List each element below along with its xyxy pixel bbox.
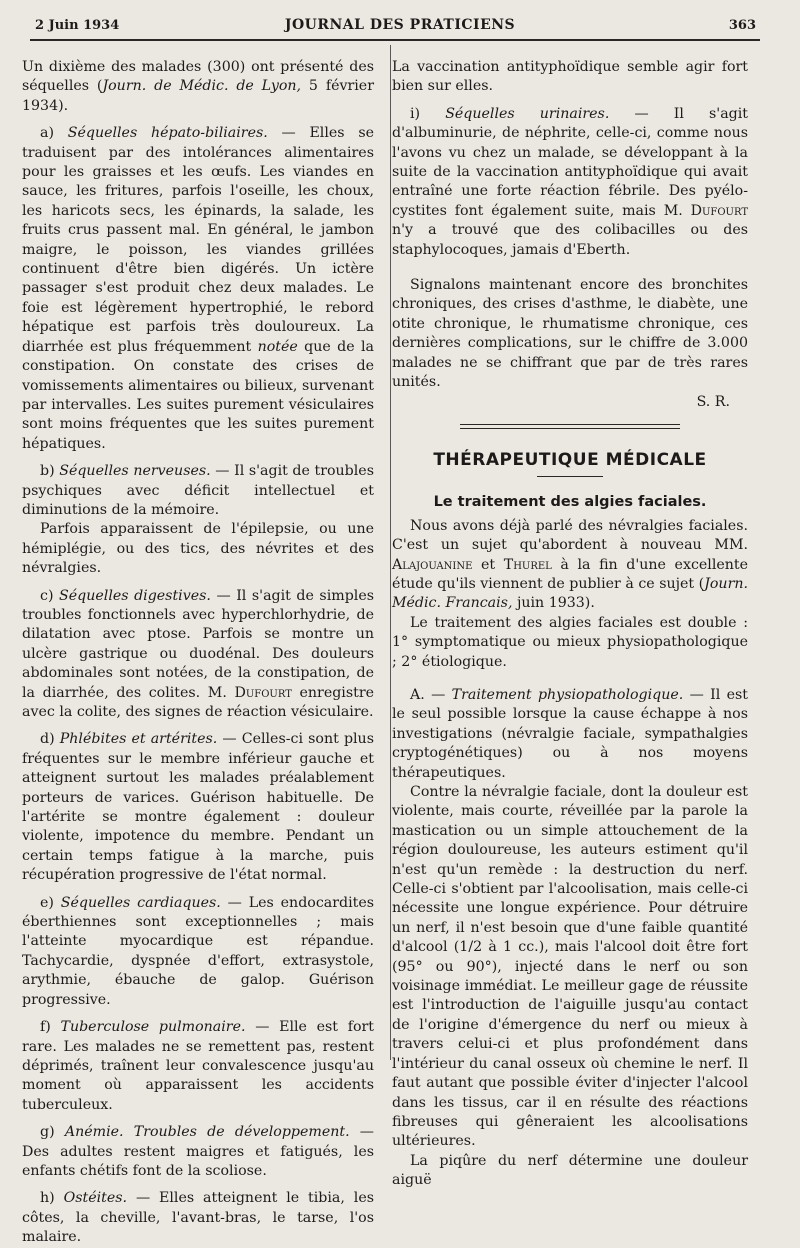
author-name: Alajouanine bbox=[392, 556, 473, 573]
sequelae-e-title: Séquelles cardiaques. bbox=[60, 894, 221, 911]
author-name: Dufourt bbox=[234, 684, 292, 701]
neuralgia-paragraph: Contre la névralgie faciale, dont la douleur est violente, mais courte, réveillée par la parole la mastication ou un simple attouchement de la région douloureuse, les auteurs estiment qu'il n'est qu'un remède : la destruction du nerf. Celle-ci s'obtient par l'alcoolisation, mais celle-ci nécessite une longue expérience. Pour détruire un nerf, il n'est besoin que d'une faible quantité d'alcool (1/2 à 1 cc.), mais l'alcool doit être fort (95° ou 90°), injecté dans le nerf ou son voisinage immédiat. Le meilleur gage de réussite est l'introduction de l'aiguille jusqu'au contact de l'origine d'émergence du nerf ou mieux à travers celui-ci et plus profondément dans l'intérieur du canal osseux où chemine le nerf. Il faut autant que possible éviter d'injecter l'alcool dans les tissus, car il en résulte des réactions fibreuses qui gêneraient les alcoolisations ultérieures. bbox=[392, 784, 748, 1150]
sequelae-i-title: Séquelles urinaires. bbox=[445, 105, 610, 122]
section-title: THÉRAPEUTIQUE MÉDICALE bbox=[433, 449, 707, 470]
sequelae-b: b) Séquelles nerveuses. — Il s'agit de troubles psychiques avec déficit intellectuel et diminutions de la mémoire. bbox=[22, 463, 374, 518]
treatment-a: A. — Traitement physiopathologique. — Il est le seul possible lorsque la cause échappe à nos investigations (névralgie faciale, sympathalgies cryptogénétiques) ou à nos moyens thérapeutiques. bbox=[392, 686, 749, 781]
citation: Journ. Médic. Francais, bbox=[392, 575, 748, 612]
author-name: Dufourt bbox=[690, 202, 748, 219]
left-column bbox=[22, 58, 374, 1248]
sequelae-b-continued: Parfois apparaissent de l'épilepsie, ou une hémiplégie, ou des tics, des névrites et des névralgies. bbox=[22, 521, 374, 577]
sequelae-f-title: Tuberculose pulmonaire. bbox=[60, 1019, 246, 1036]
author-name: Thurel bbox=[503, 556, 552, 573]
sequelae-c-title: Séquelles digestives. bbox=[59, 587, 211, 604]
sequelae-h-title: Ostéites. bbox=[63, 1190, 128, 1207]
sequelae-a: a) Séquelles hépato-biliaires. — Elles se traduisent par des intolérances alimentaires pour les graisses et les œufs. Les viandes en sauce, les fritures, parfois l'oseille, les choux, les haricots secs, les épinards, la salade, les fruits crus passent mal. En général, le jambon maigre, le poisson, les viandes grillées continuent d'être bien digérés. Un ictère passager s'est produit chez deux malades. Le foie est légèrement hypertrophié, le rebord hépatique est parfois très douloureux. La diarrhée est plus fréquemment notée que de la constipation. On constate des crises de vomissements alimentaires ou bilieux, survenant par intervalles. Les suites purement vésiculaires sont moins fréquentes que les suites purement hépatiques. bbox=[22, 125, 374, 452]
sequelae-c: c) Séquelles digestives. — Il s'agit de simples troubles fonctionnels avec hyperchlorhydrie, de dilatation avec ptose. Parfois se montre un ulcère gastrique ou duodénal. Des douleurs abdominales sont notées, de la constipation, de la diarrhée, des colites. M. Dufourt enregistre avec la colite, des signes de réaction vésiculaire. bbox=[22, 587, 375, 720]
sequelae-e: e) Séquelles cardiaques. — Les endocardites éberthiennes sont exceptionnelles ; mais l'atteinte myocardique est répandue. Tachycardie, dyspnée d'effort, extrasystole, arythmie, ébauche de galop. Guérison progressive. bbox=[22, 894, 374, 1008]
vaccination-paragraph: La vaccination antityphoïdique semble agir fort bien sur elles. bbox=[392, 59, 748, 95]
article-title: Le traitement des algies faciales. bbox=[433, 494, 707, 511]
treatment-overview: Le traitement des algies faciales est double : 1° symptomatique ou mieux physiopathologique ; 2° étiologique. bbox=[392, 614, 748, 670]
sequelae-h: h) Ostéites. — Elles atteignent le tibia, les côtes, la cheville, l'avant-bras, le tarse, l'os malaire. bbox=[22, 1190, 374, 1246]
sequelae-d: d) Phlébites et artérites. — Celles-ci sont plus fréquentes sur le membre inférieur gauche et atteignent surtout les malades préalablement porteurs de varices. Guérison habituelle. De l'artérite se montre également : douleur violente, impotence du membre. Pendant un certain temps fatigue à la marche, puis récupération progressive de l'état normal. bbox=[22, 731, 374, 884]
sequelae-b-title: Séquelles nerveuses. bbox=[59, 463, 211, 480]
signalons-paragraph: Signalons maintenant encore des bronchites chroniques, des crises d'asthme, le diabète, une otite chronique, le rhumatisme chronique, ces dernières complications, sur le chiffre de 3.000 malades ne se chiffrant que par de très rares unités. bbox=[392, 277, 748, 391]
signature: S. R. bbox=[696, 393, 730, 410]
page-number: 363 bbox=[728, 18, 756, 33]
sequelae-i: i) Séquelles urinaires. — Il s'agit d'albuminurie, de néphrite, celle-ci, comme nous l'avons vu chez un malade, se développant à la suite de la vaccination antityphoïdique qui avait entraîné une forte réaction fébrile. Des pyélo-cystites font également suite, mais M. Dufourt n'y a trouvé que des colibacilles ou des staphylocoques, jamais d'Eberth. bbox=[392, 105, 748, 258]
sequelae-d-title: Phlébites et artérites. bbox=[59, 731, 218, 748]
sequelae-g-title: Anémie. Troubles de développement. bbox=[64, 1124, 350, 1141]
article-intro: Nous avons déjà parlé des névralgies faciales. C'est un sujet qu'abordent à nouveau MM. Alajouanine et Thurel à la fin d'une excellente étude qu'ils viennent de publier à ce sujet (Journ. Médic. Francais, juin 1933). bbox=[392, 517, 748, 612]
section-separator bbox=[460, 424, 680, 429]
header-rule bbox=[30, 39, 760, 41]
sequelae-a-title: Séquelles hépato-biliaires. bbox=[67, 125, 268, 142]
issue-date: 2 Juin 1934 bbox=[35, 18, 120, 33]
sequelae-g: g) Anémie. Troubles de développement. — Des adultes restent maigres et fatigués, les enfants chétifs font de la scoliose. bbox=[22, 1124, 374, 1179]
sequelae-f: f) Tuberculose pulmonaire. — Elle est fort rare. Les malades ne se remettent pas, restent déprimés, traînent leur convalescence jusqu'au moment où apparaissent les accidents tuberculeux. bbox=[22, 1019, 374, 1113]
treatment-a-title: Traitement physiopathologique. bbox=[451, 686, 684, 703]
column-divider bbox=[390, 45, 391, 1060]
journal-title: JOURNAL DES PRATICIENS bbox=[284, 17, 516, 33]
citation: Journ. de Médic. de Lyon, bbox=[102, 78, 302, 95]
intro-paragraph: Un dixième des malades (300) ont présenté des séquelles (Journ. de Médic. de Lyon, 5 février 1934). bbox=[22, 59, 374, 114]
running-head bbox=[0, 14, 800, 38]
title-underline bbox=[537, 476, 603, 477]
right-column bbox=[392, 58, 748, 1191]
closing-line: La piqûre du nerf détermine une douleur aiguë bbox=[392, 1152, 748, 1189]
